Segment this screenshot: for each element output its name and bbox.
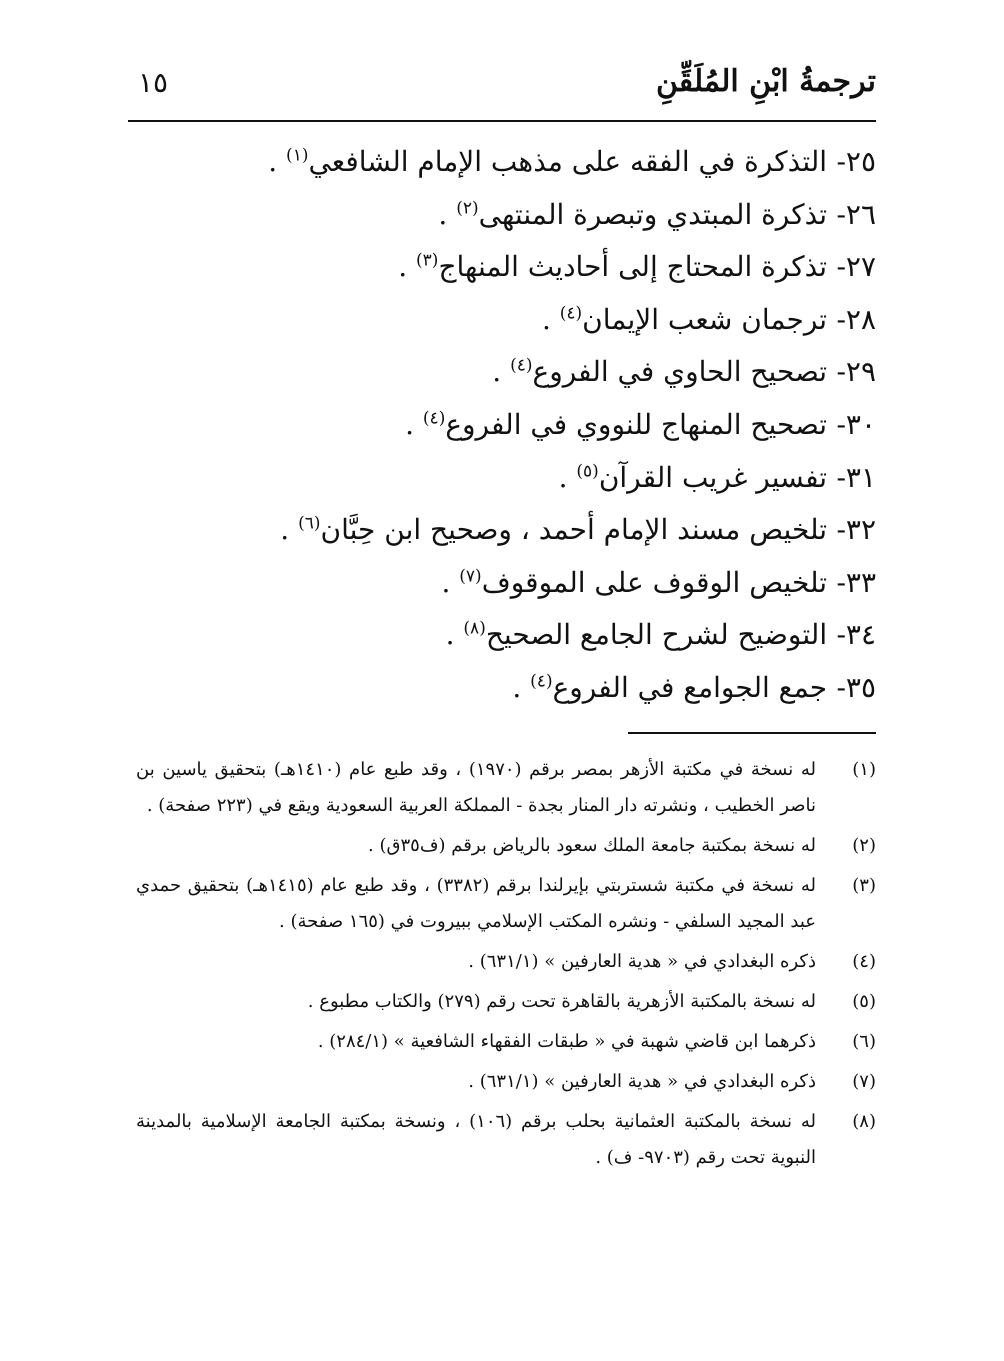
page-number: ١٥ <box>138 66 169 99</box>
footnote-marker: (٦) <box>852 1031 876 1052</box>
book-entry-26 <box>128 189 876 242</box>
footnote-marker: (٧) <box>852 1071 876 1092</box>
footnote-marker: (٢) <box>852 835 876 856</box>
entry-end: . <box>268 145 287 178</box>
entry-title: تلخيص مسند الإمام أحمد ، وصحيح ابن حِبَّان <box>320 513 828 547</box>
footnote-text: ذكرهما ابن قاضي شهبة في « طبقات الفقهاء الشافعية » (٢٨٤/١) . <box>317 1031 816 1052</box>
footnote-text: له نسخة بالمكتبة العثمانية بحلب برقم (١٠٦) ، ونسخة بمكتبة الجامعة الإسلامية بالمدينة النبوية تحت رقم (٩٧٠٣- ف) . <box>136 1111 816 1168</box>
entry-title: ترجمان شعب الإيمان <box>582 302 828 336</box>
footnote-ref: (٤) <box>422 408 446 429</box>
entry-title: التوضيح لشرح الجامع الصحيح <box>485 618 828 652</box>
entry-end: . <box>280 513 299 547</box>
entry-title: تصحيح المنهاج للنووي في الفروع <box>445 407 828 441</box>
entry-end: . <box>492 355 511 389</box>
entry-number: ٣٣- <box>836 565 876 599</box>
book-entry-25 <box>128 136 876 189</box>
footnote-1 <box>136 752 876 824</box>
footnote-marker: (١) <box>852 759 876 780</box>
footnote-marker: (٤) <box>852 951 876 972</box>
footnote-ref: (٤) <box>510 356 533 377</box>
entry-number: ٢٥- <box>836 145 876 178</box>
entry-end: . <box>558 460 577 494</box>
header-rule <box>128 120 876 122</box>
entry-number: ٣٥- <box>836 670 876 704</box>
entry-title: جمع الجوامع في الفروع <box>552 670 828 704</box>
footnote-7 <box>136 1064 876 1100</box>
book-entry-31 <box>128 452 876 505</box>
book-entry-30 <box>128 399 876 452</box>
entry-end: . <box>398 250 417 284</box>
footnote-marker: (٨) <box>852 1111 876 1132</box>
entry-number: ٣١- <box>836 460 876 494</box>
footnote-ref: (٧) <box>459 566 482 587</box>
book-entry-34 <box>128 609 876 662</box>
book-entry-27 <box>128 241 876 294</box>
book-entry-29 <box>128 346 876 399</box>
book-list <box>128 136 876 715</box>
entry-number: ٢٧- <box>836 250 876 284</box>
footnote-text: له نسخة بالمكتبة الأزهرية بالقاهرة تحت رقم (٢٧٩) والكتاب مطبوع . <box>307 991 816 1012</box>
entry-number: ٣٤- <box>836 618 876 652</box>
footnote-separator <box>628 732 876 734</box>
footnote-8 <box>136 1104 876 1176</box>
footnote-ref: (٥) <box>576 461 599 482</box>
footnote-2 <box>136 828 876 864</box>
footnote-text: ذكره البغدادي في « هدية العارفين » (٦٣١/١) . <box>468 1071 816 1092</box>
entry-title: تذكرة المبتدي وتبصرة المنتهى <box>478 197 828 231</box>
footnote-text: ذكره البغدادي في « هدية العارفين » (٦٣١/١) . <box>468 951 816 972</box>
book-entry-28 <box>128 294 876 347</box>
footnote-ref: (٦) <box>298 513 321 534</box>
entry-number: ٢٦- <box>836 197 876 231</box>
footnote-6 <box>136 1024 876 1060</box>
book-entry-33 <box>128 557 876 610</box>
footnote-ref: (٨) <box>463 619 486 640</box>
entry-title: تلخيص الوقوف على الموقوف <box>481 565 828 599</box>
entry-number: ٢٩- <box>836 355 876 389</box>
entry-end: . <box>512 670 531 704</box>
footnote-3 <box>136 868 876 940</box>
entry-title: تفسير غريب القرآن <box>598 460 828 494</box>
footnote-ref: (٤) <box>559 303 583 324</box>
entry-title: التذكرة في الفقه على مذهب الإمام الشافعي <box>308 145 828 178</box>
footnote-ref: (٤) <box>530 671 553 692</box>
entry-number: ٣٢- <box>836 513 876 547</box>
entry-number: ٢٨- <box>836 302 876 336</box>
entry-end: . <box>438 197 457 231</box>
footnote-text: له نسخة بمكتبة جامعة الملك سعود بالرياض برقم (ف٣٥ق) . <box>368 835 816 856</box>
footnote-ref: (١) <box>286 145 309 166</box>
footnote-text: له نسخة في مكتبة شستربتي بإيرلندا برقم (٣٣٨٢) ، وقد طبع عام (١٤١٥هـ) بتحقيق حمدي عبد المجيد السلفي - ونشره المكتب الإسلامي ببيروت في (١٦٥ صفحة) . <box>136 875 816 932</box>
footnote-text: له نسخة في مكتبة الأزهر بمصر برقم (١٩٧٠) ، وقد طبع عام (١٤١٠هـ) بتحقيق ياسين بن ناصر الخطيب ، ونشرته دار المنار بجدة - المملكة العربية السعودية ويقع في (٢٢٣ صفحة) . <box>136 759 817 816</box>
entry-end: . <box>541 302 560 336</box>
footnote-5 <box>136 984 876 1020</box>
entry-title: تذكرة المحتاج إلى أحاديث المنهاج <box>438 250 828 284</box>
footnote-4 <box>136 944 876 980</box>
footnote-ref: (٢) <box>456 198 479 219</box>
entry-number: ٣٠- <box>836 407 876 441</box>
footnote-marker: (٣) <box>852 875 876 896</box>
book-entry-35 <box>128 662 876 715</box>
entry-title: تصحيح الحاوي في الفروع <box>532 355 828 389</box>
running-title: ترجمةُ ابْنِ المُلَقِّنِ <box>655 64 876 99</box>
entry-end: . <box>405 407 423 441</box>
entry-end: . <box>445 618 464 652</box>
book-entry-32 <box>128 504 876 557</box>
footnotes <box>136 752 876 1180</box>
entry-end: . <box>441 565 460 599</box>
footnote-marker: (٥) <box>852 991 876 1012</box>
footnote-ref: (٣) <box>416 250 439 271</box>
